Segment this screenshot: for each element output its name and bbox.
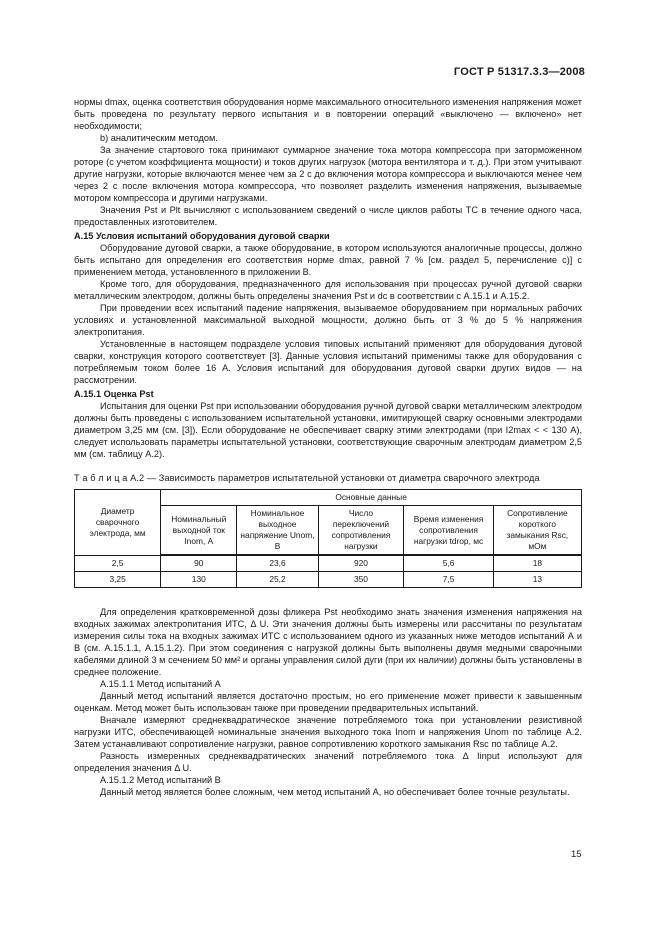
cell-current: 90: [161, 555, 237, 572]
section-heading-a151: А.15.1 Оценка Pst: [74, 389, 154, 399]
paragraph: Данный метод испытаний является достаточно простым, но его применение может привести к завышенным оценкам. Метод может быть использован также при проведении предварительных испытаний.: [74, 691, 582, 713]
paragraph: Вначале измеряют среднеквадратическое значение потребляемого тока при установлении резистивной нагрузки ИТС, обеспечивающей номинальные значения выходного тока Inom и напряжения Unom по таблице А.2. Затем устанавливают сопротивление нагрузки, равное сопротивлению короткого замыкания Rsc по таблице А.2.: [74, 715, 582, 749]
header-main-data: Основные данные: [161, 490, 582, 506]
paragraph: Кроме того, для оборудования, предназначенного для использования при процессах ручной дуговой сварки металлическим электродом, должны быть определены значения Pst и dc в соответствии с А.15.1 и А.15.2.: [74, 279, 582, 301]
cell-resistance: 13: [493, 572, 581, 588]
cell-voltage: 23,6: [237, 555, 318, 572]
header-current: Номинальный выходной ток Inom, А: [161, 506, 237, 556]
cell-voltage: 25,2: [237, 572, 318, 588]
paragraph: Испытания для оценки Pst при использовании оборудования ручной дуговой сварки металлическим электродом должны быть проведены с использованием испытательной установки, имитирующей сварку основными электродами диаметром 3,25 мм (см. [3]). Если оборудование не обеспечивает сварку этими электродами (при I2max < < 130 А), следует использовать параметры испытательной установки, соответствующие сварочным электродам диаметром 2,5 мм (см. таблицу А.2).: [74, 401, 582, 459]
header-switchings: Число переключений сопротивления нагрузки: [318, 506, 404, 556]
paragraph: Оборудование дуговой сварки, а также оборудование, в котором используются аналогичные процессы, должно быть испытано для определения его соответствия норме dmax, равной 7 % [см. раздел 5, перечисление с)] с применением метода, установленного в приложении В.: [74, 243, 582, 277]
document-code-header: ГОСТ Р 51317.3.3—2008: [453, 66, 585, 78]
paragraph: За значение стартового тока принимают суммарное значение тока мотора компрессора при заторможенном роторе (с учетом коэффициента мощности) и токов других нагрузок (мотора вентилятора и т. д.). При этом учитывают другие нагрузки, которые включаются менее чем за 2 с до включения мотора компрессора и выключаются менее чем через 2 с после включения мотора компрессора, что позволяет разделить изменения напряжения, вызываемые мотором компрессора и другими нагрузками.: [74, 145, 582, 203]
header-resistance: Сопротивление короткого замыкания Rsc, мОм: [493, 506, 581, 556]
table-row: [75, 555, 582, 572]
page-number: 15: [571, 849, 582, 860]
subsection-heading-a1511: А.15.1.1 Метод испытаний А: [100, 679, 221, 689]
paragraph: При проведении всех испытаний падение напряжения, вызываемое оборудованием при нормальных рабочих условиях и установленной максимальной выходной мощности, должно быть от 3 % до 5 % напряжения электропитания.: [74, 303, 582, 337]
header-diameter: Диаметр сварочного электрода, мм: [75, 490, 161, 556]
header-voltage: Номинальное выходное напряжение Unom, В: [237, 506, 318, 556]
cell-resistance: 18: [493, 555, 581, 572]
paragraph: b) аналитическим методом.: [100, 133, 218, 143]
paragraph: Разность измеренных среднеквадратических значений потребляемого тока Δ Iinput используют для определения значения Δ U.: [74, 751, 582, 773]
paragraph: Для определения кратковременной дозы фликера Pst необходимо знать значения изменения напряжения на входных зажимах электропитания ИТС, Δ U. Эти значения должны быть измерены или рассчитаны по результатам измерения силы тока на входных зажимах ИТС с использованием одного из указанных ниже методов испытаний А и В (см. А.15.1.1, А.15.1.2). При этом соединения с нагрузкой должны быть выполнены двумя медными сварочными кабелями длиной 3 м сечением 50 мм² и органы управления силой дуги (при их наличии) должны быть установлены в среднее положение.: [74, 607, 582, 677]
paragraph: нормы dmax, оценка соответствия оборудования норме максимального относительного изменения напряжения может быть проведена по результату первого испытания и в повторении операций «выключено — включено» нет необходимости;: [74, 97, 582, 131]
subsection-heading-a1512: А.15.1.2 Метод испытаний В: [100, 775, 221, 785]
cell-diameter: 2,5: [75, 555, 161, 572]
section-heading-a15: А.15 Условия испытаний оборудования дуговой сварки: [74, 231, 330, 241]
parameters-table: [74, 489, 582, 588]
cell-time: 5,6: [404, 555, 494, 572]
paragraph: Данный метод является более сложным, чем метод испытаний А, но обеспечивает более точные результаты.: [100, 787, 570, 797]
page-content: [74, 96, 582, 798]
cell-switchings: 920: [318, 555, 404, 572]
cell-switchings: 350: [318, 572, 404, 588]
cell-diameter: 3,25: [75, 572, 161, 588]
table-caption: Т а б л и ц а А.2 — Зависимость параметров испытательной установки от диаметра сварочного электрода: [74, 473, 540, 483]
table-row: [75, 572, 582, 588]
cell-current: 130: [161, 572, 237, 588]
header-time: Время изменения сопротивления нагрузки tdrop, мс: [404, 506, 494, 556]
cell-time: 7,5: [404, 572, 494, 588]
paragraph: Значения Pst и Plt вычисляют с использованием сведений о числе циклов работы ТС в течение одного часа, предоставленных изготовителем.: [74, 205, 582, 227]
paragraph: Установленные в настоящем подразделе условия типовых испытаний применяют для оборудования дуговой сварки, конструкция которого соответствует [3]. Данные условия испытаний применимы также для оборудования с потребляемым током более 16 А. Условия испытаний для оборудования дуговой сварки других видов — на рассмотрении.: [74, 339, 582, 385]
